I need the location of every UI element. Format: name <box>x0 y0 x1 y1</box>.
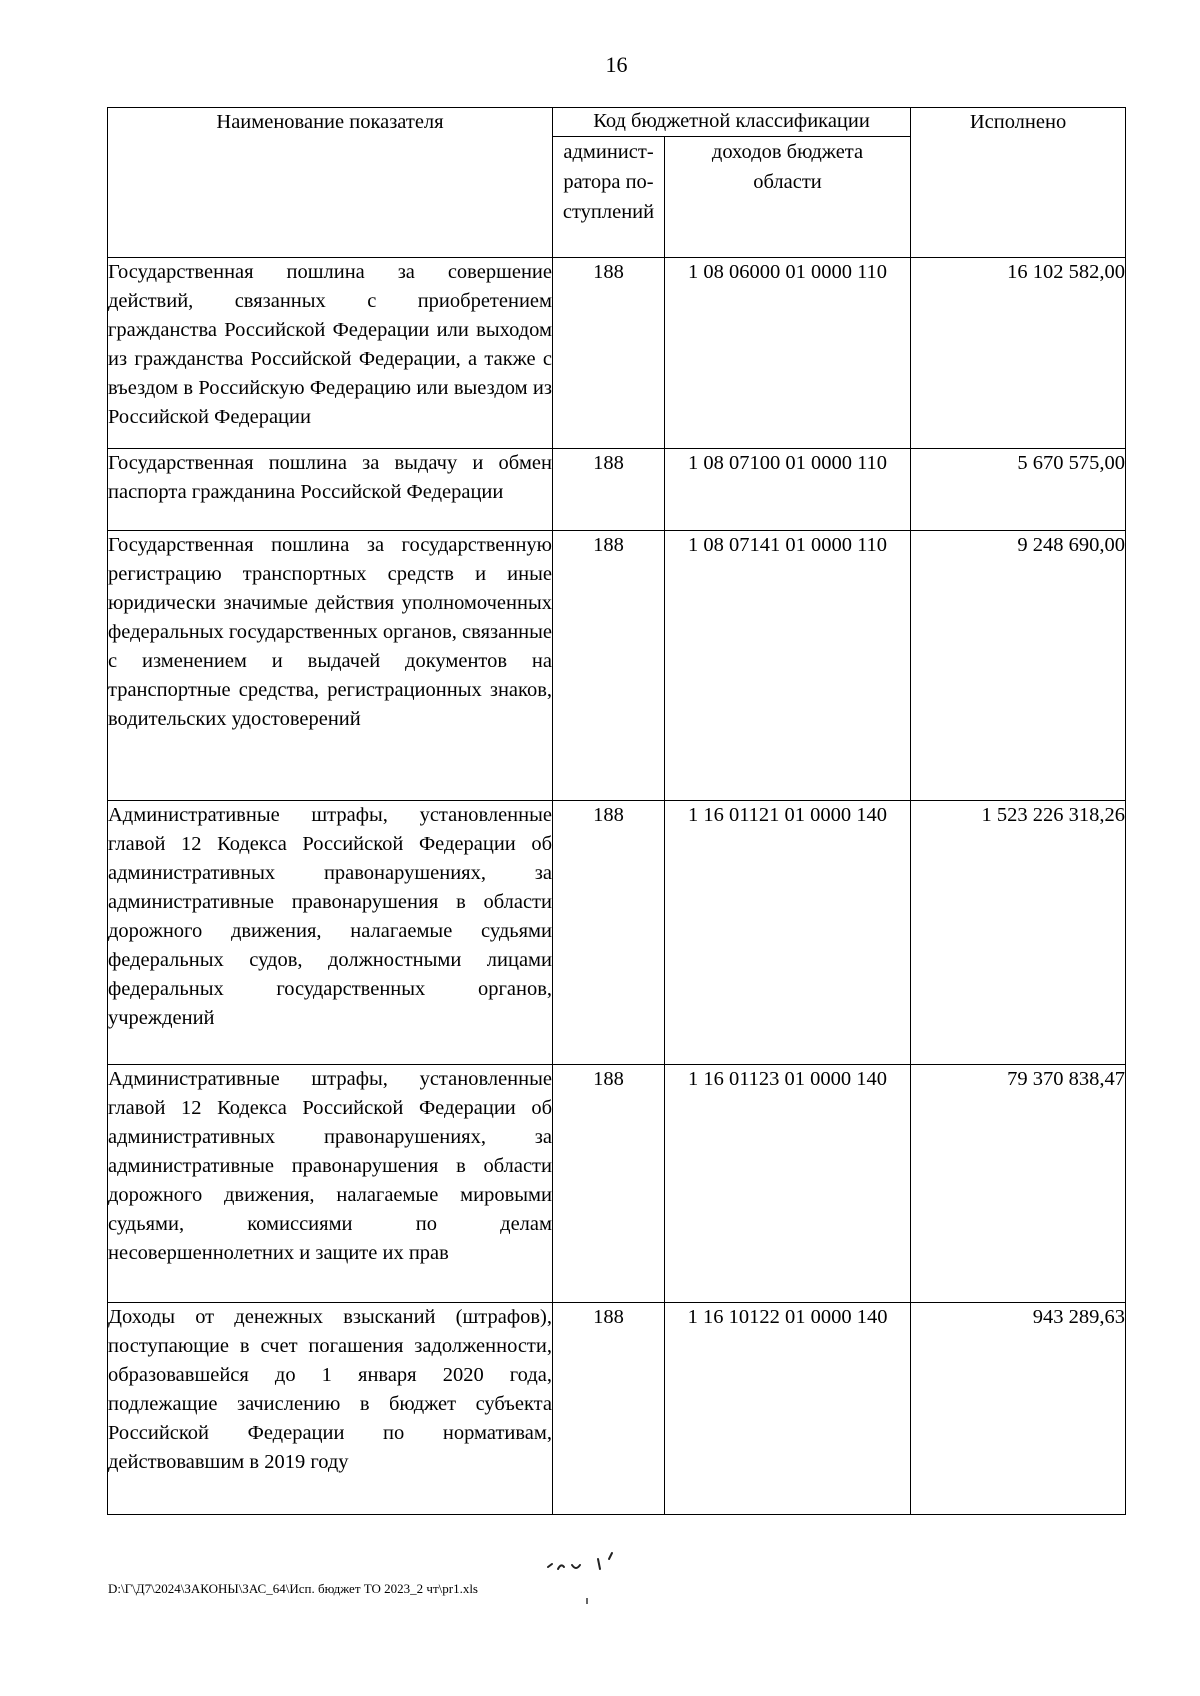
admin-code-cell: 188 <box>553 801 665 1065</box>
table-header-row-1 <box>108 108 1126 137</box>
table-row <box>108 258 1126 449</box>
admin-code-cell: 188 <box>553 449 665 531</box>
executed-amount-cell: 79 370 838,47 <box>911 1065 1126 1303</box>
table-row <box>108 801 1126 1065</box>
column-header-indicator-name: Наименование показателя <box>108 108 553 258</box>
classification-code-cell: 1 08 07100 01 0000 110 <box>665 449 911 531</box>
executed-amount-cell: 9 248 690,00 <box>911 531 1126 801</box>
handwritten-mark <box>540 1545 650 1575</box>
indicator-name-cell: Доходы от денежных взысканий (штрафов), поступающие в счет погашения задолженности, образовавшейся до 1 января 2020 года, подлежащие зачислению в бюджет субъекта Российской Федерации по нормативам, действовавшим в 2019 году <box>108 1303 553 1515</box>
table-row <box>108 1303 1126 1515</box>
executed-amount-cell: 16 102 582,00 <box>911 258 1126 449</box>
admin-header-line: ступлений <box>562 201 655 223</box>
classification-code-cell: 1 16 01121 01 0000 140 <box>665 801 911 1065</box>
table-row <box>108 531 1126 801</box>
admin-code-cell: 188 <box>553 531 665 801</box>
table-row <box>108 449 1126 531</box>
column-header-classification-code: Код бюджетной классификации <box>553 108 911 137</box>
admin-header-line: админист- <box>563 141 654 163</box>
admin-code-cell: 188 <box>553 258 665 449</box>
column-header-regional-budget-income <box>665 137 911 258</box>
admin-code-cell: 188 <box>553 1065 665 1303</box>
income-header-line: области <box>753 171 822 193</box>
indicator-name-cell: Административные штрафы, установленные главой 12 Кодекса Российской Федерации об административных правонарушениях, за административные правонарушения в области дорожного движения, налагаемые судьями федеральных судов, должностными лицами федеральных государственных органов, учреждений <box>108 801 553 1065</box>
column-header-revenue-administrator <box>553 137 665 258</box>
footer-file-path: D:\Г\Д7\2024\ЗАКОНЫ\ЗАС_64\Исп. бюджет ТО 2023_2 чт\pr1.xls <box>108 1581 478 1596</box>
classification-code-cell: 1 08 07141 01 0000 110 <box>665 531 911 801</box>
classification-code-cell: 1 08 06000 01 0000 110 <box>665 258 911 449</box>
stray-mark <box>585 1597 589 1605</box>
indicator-name-cell: Административные штрафы, установленные главой 12 Кодекса Российской Федерации об административных правонарушениях, за административные правонарушения в области дорожного движения, налагаемые мировыми судьями, комиссиями по делам несовершеннолетних и защите их прав <box>108 1065 553 1303</box>
indicator-name-cell: Государственная пошлина за совершение действий, связанных с приобретением гражданства Российской Федерации или выходом из гражданства Российской Федерации, а также с въездом в Российскую Федерацию или выездом из Российской Федерации <box>108 258 553 449</box>
indicator-name-cell: Государственная пошлина за государственную регистрацию транспортных средств и иные юридически значимые действия уполномоченных федеральных государственных органов, связанные с изменением и выдачей документов на транспортные средства, регистрационных знаков, водительских удостоверений <box>108 531 553 801</box>
income-header-line: доходов бюджета <box>711 141 864 163</box>
page-number: 16 <box>605 52 628 77</box>
executed-amount-cell: 943 289,63 <box>911 1303 1126 1515</box>
executed-amount-cell: 1 523 226 318,26 <box>911 801 1126 1065</box>
table-row <box>108 1065 1126 1303</box>
indicator-name-cell: Государственная пошлина за выдачу и обмен паспорта гражданина Российской Федерации <box>108 449 553 531</box>
budget-revenue-table <box>107 107 1126 1515</box>
executed-amount-cell: 5 670 575,00 <box>911 449 1126 531</box>
classification-code-cell: 1 16 10122 01 0000 140 <box>665 1303 911 1515</box>
admin-code-cell: 188 <box>553 1303 665 1515</box>
admin-header-line: ратора по- <box>563 171 654 193</box>
column-header-executed: Исполнено <box>911 108 1126 258</box>
classification-code-cell: 1 16 01123 01 0000 140 <box>665 1065 911 1303</box>
